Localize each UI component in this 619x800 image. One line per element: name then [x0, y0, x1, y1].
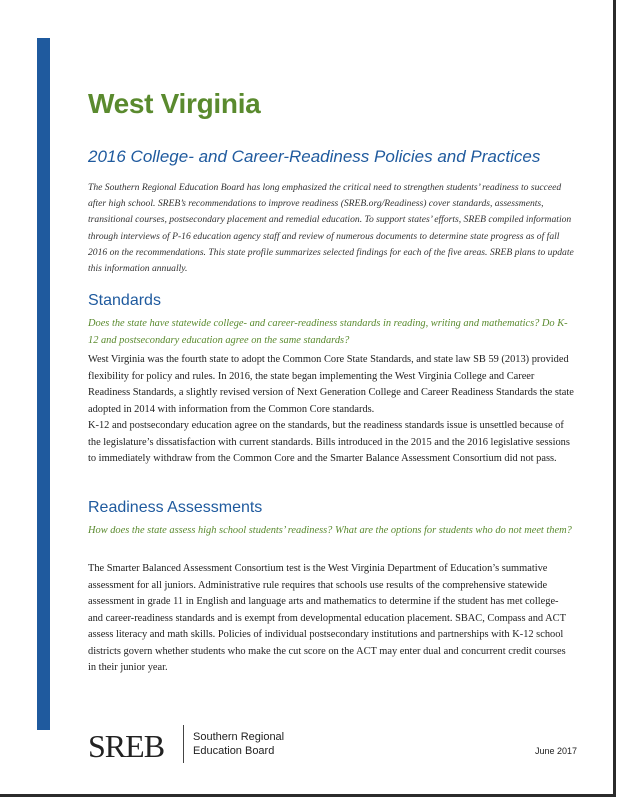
- readiness-paragraph-1: The Smarter Balanced Assessment Consortium test is the West Virginia Department of Education’s summative assessment for all juniors. Administrative rule requires that schools use results of the comprehensive statewide assessment in grade 11 in English and language arts and mathematics to determine if the student has met college- and career-readiness standards and is exempt from developmental education placement. SBAC, Compass and ACT assess literacy and math skills. Policies of individual postsecondary institutions and partnerships with K-12 school districts govern whether students who make the cut score on the ACT may enter dual and concurrent credit courses in their junior year.: [88, 563, 566, 673]
- organization-name-line-2: Education Board: [193, 745, 275, 757]
- publication-date: June 2017: [534, 746, 577, 756]
- section-question-standards: Does the state have statewide college- and career-readiness standards in reading, writing and mathematics? Do K-12 and postsecondary education agree on the same standards?: [88, 318, 568, 346]
- footer-divider: [183, 725, 184, 763]
- document-subtitle: 2016 College- and Career-Readiness Policies and Practices: [88, 147, 541, 166]
- organization-name-line-1: Southern Regional: [193, 731, 285, 743]
- standards-paragraph-2: K-12 and postsecondary education agree on the standards, but the readiness standards issue is unsettled because of the legislature’s dissatisfaction with current standards. Bills introduced in the 2015 and the 2016 legislative sessions to immediately withdraw from the Common Core and the Smarter Balance Assessment Consortium did not pass.: [88, 420, 570, 464]
- sreb-logo: SREB: [88, 728, 165, 764]
- section-heading-standards: Standards: [88, 292, 161, 309]
- organization-name: [193, 730, 284, 758]
- accent-bar: [37, 38, 50, 730]
- intro-paragraph: The Southern Regional Education Board has long emphasized the critical need to strengthen students’ readiness to succeed after high school. SREB’s recommendations to improve readiness (SREB.org/Readiness) cover standards, assessments, transitional courses, postsecondary placement and remedial education. To support states’ efforts, SREB compiled information through interviews of P-16 education agency staff and review of numerous documents to determine state progress as of fall 2016 on the recommendations. This state profile summarizes selected findings for each of the five areas. SREB plans to update this information annually.: [88, 182, 574, 275]
- section-question-readiness-assessments: How does the state assess high school students’ readiness? What are the options for students who do not meet them?: [88, 525, 572, 536]
- document-title: West Virginia: [88, 88, 261, 119]
- section-heading-readiness-assessments: Readiness Assessments: [88, 499, 263, 516]
- standards-paragraph-1: West Virginia was the fourth state to adopt the Common Core State Standards, and state law SB 59 (2013) provided flexibility for policy and rules. In 2016, the state began implementing the West Virginia College and Career Readiness Standards, a slightly revised version of Next Generation College and Career Readiness Standards the state adopted in 2014 with information from the Common Core standards.: [88, 354, 574, 415]
